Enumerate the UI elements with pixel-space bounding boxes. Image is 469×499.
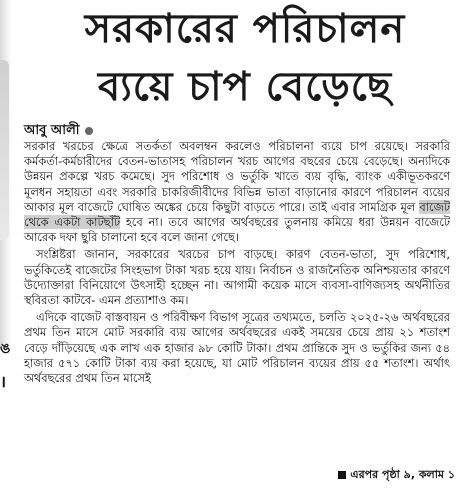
adjacent-article-edge [0,0,14,499]
author-name: আবু আলী [24,123,80,138]
bullet-icon [85,127,93,135]
headline-line-1: সরকারের পরিচালন [84,5,406,52]
article-paragraph-2: সংশ্লিষ্টরা জানান, সরকারের খরচের চাপ বাড়ছে। কারণ বেতন-ভাতা, সুদ পরিশোধ, ভর্তুকিতেই বাজেটের সিংহভাগ টাকা খরচ হয়ে যায়। নির্বাচন ও রাজনৈতিক অনিশ্চয়তার কারণে উদ্যোক্তারা বিনিয়োগে উৎসাহী হচ্ছেন না। আগামী কয়েক মাসে ব্যবসা-বাণিজ্যসহ অর্থনীতির স্থবিরতা কাটবে- এমন প্রত্যাশাও কম। [24,247,450,308]
adjacent-text-fragment-2: । [0,372,7,391]
adjacent-photo-edge [0,0,12,350]
headline [40,6,450,110]
continuation-text: এরপর পৃষ্ঠা ৯, কলাম ১ [350,468,455,481]
paragraph-1-text-start: সরকার খরচের ক্ষেত্রে সতর্কতা অবলম্বন করলেও পরিচালনা ব্যয়ে চাপ রয়েছে। সরকারি কর্মকর্তা-কর্মচারীদের বেতন-ভাতাসহ পরিচালন খরচ আগের বছরের চেয়ে বেড়েছে। অন্যদিকে উন্নয়ন প্রকল্পে খরচ কমেছে। সুদ পরিশোধ ও ভর্তুকি খাতে ব্যয় বৃদ্ধি, ব্যাংক একীভূতকরণে মূলধন সহায়তা এবং সরকারি চাকরিজীবীদের বিভিন্ন ভাতা বাড়ানোর কারণে পরিচালন ব্যয়ের আকার মূল বাজেটে ঘোষিত অঙ্কের চেয়ে কিছুটা বাড়তে পারে। তাই এবার সামগ্রিক মূল [24,139,450,214]
article-paragraph-3: এদিকে বাজেট বাস্তবায়ন ও পরিবীক্ষণ বিভাগ সূত্রের তথ্যমতে, চলতি ২০২৫-২৬ অর্থবছরের প্রথম তিন মাসে মোট সরকারি ব্যয় আগের অর্থবছরের একই সময়ের চেয়ে প্রায় ২১ শতাংশ বেড়ে দাঁড়িয়েছে এক লাখ এক হাজার ৯৮ কোটি টাকা। প্রথম প্রান্তিকে সুদ ও ভর্তুকির জন্য ৫৪ হাজার ৫৭১ কোটি টাকা ব্যয় করা হয়েছে, যা মোট পরিচালন ব্যয়ের প্রায় ৫৫ শতাংশ। অর্থাৎ অর্থবছরের প্রথম তিন মাসেই [24,310,450,386]
adjacent-text-fragment-1: ঙ [0,341,11,357]
article-paragraph-1 [24,139,450,245]
continuation-note [338,466,455,485]
headline-line-2: ব্যয়ে চাপ বেড়েছে [97,63,393,110]
square-bullet-icon [338,471,346,479]
article-body [24,139,450,388]
highlighted-phrase: বাজেট থেকে একটা কাটছাঁট [24,199,450,230]
paragraph-1-text-end: হবে না। তবে আগের অর্থবছরের তুলনায় কমিয়ে ধরা উন্নয়ন বাজেটে আরেক দফা ছুরি চালানো হবে বলে জানা গেছে। [24,215,450,245]
